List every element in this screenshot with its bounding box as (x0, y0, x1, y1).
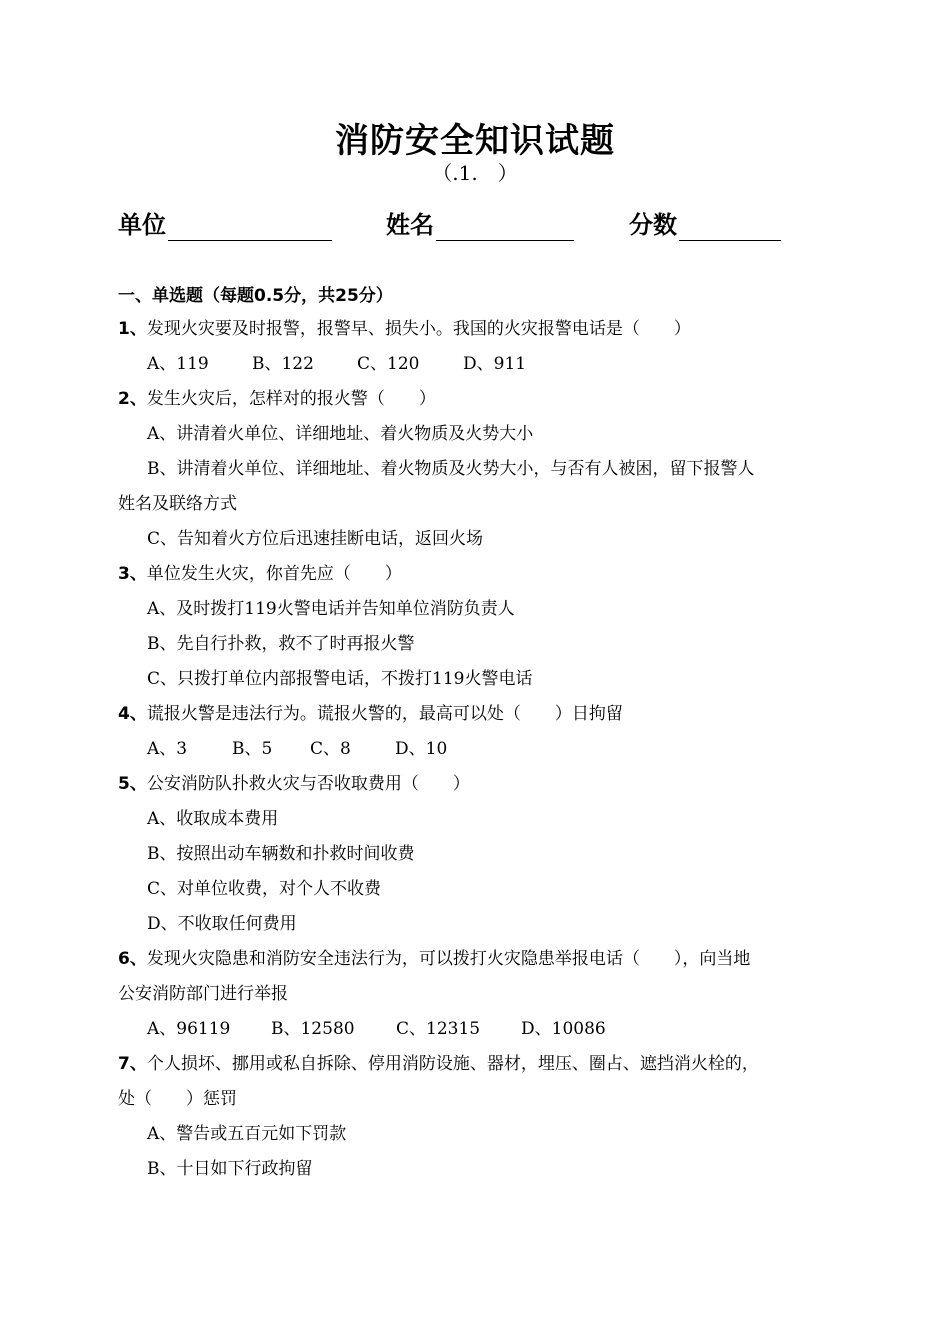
option-a: A、收取成本费用 (147, 809, 279, 829)
option-a: A、及时拨打119火警电话并告知单位消防负责人 (147, 599, 515, 619)
option-d: D、10086 (521, 1019, 606, 1039)
option-c: C、告知着火方位后迅速挂断电话，返回火场 (147, 529, 484, 549)
question-3 (118, 557, 848, 592)
question-number: 7、 (118, 1054, 147, 1074)
option-c: C、对单位收费，对个人不收费 (147, 879, 382, 899)
score-label: 分数 (629, 211, 677, 239)
question-text: 谎报火警是违法行为。谎报火警的，最高可以处（ ）日拘留 (146, 704, 623, 724)
question-number: 1、 (118, 319, 147, 339)
score-blank[interactable] (679, 208, 781, 241)
option-a: A、警告或五百元如下罚款 (147, 1124, 347, 1144)
question-7-continued: 处（ ）惩罚 (118, 1089, 237, 1109)
question-text: 发现火灾隐患和消防安全违法行为，可以拨打火灾隐患举报电话（ ），向当地 (146, 949, 751, 969)
page-subtitle: （.1. ） (432, 161, 518, 185)
question-number: 2、 (118, 389, 147, 409)
option-c: C、12315 (396, 1019, 481, 1039)
question-2 (118, 382, 848, 417)
option-b: B、十日如下行政拘留 (147, 1159, 313, 1179)
question-7 (118, 1047, 848, 1082)
name-label: 姓名 (386, 211, 434, 239)
option-b: B、讲清着火单位、详细地址、着火物质及火势大小，与否有人被困，留下报警人 (147, 459, 755, 479)
question-text: 发现火灾要及时报警，报警早、损失小。我国的火灾报警电话是（ ） (146, 319, 691, 339)
name-field[interactable] (386, 203, 574, 241)
option-b: B、先自行扑救，救不了时再报火警 (147, 634, 415, 654)
question-number: 4、 (118, 704, 147, 724)
unit-field[interactable] (118, 203, 332, 241)
option-b: B、5 (232, 739, 273, 759)
option-d: D、10 (395, 739, 448, 759)
unit-blank[interactable] (168, 208, 332, 241)
question-4-options (118, 732, 848, 767)
question-1 (118, 312, 848, 347)
section-title: 一、单选题（每题0.5分，共25分） (118, 286, 393, 306)
question-number: 6、 (118, 949, 147, 969)
question-5 (118, 767, 848, 802)
question-6-options (118, 1012, 848, 1047)
question-6 (118, 942, 848, 977)
option-a: A、3 (147, 739, 188, 759)
name-blank[interactable] (436, 208, 574, 241)
option-b-continued: 姓名及联络方式 (118, 494, 237, 514)
option-d: D、911 (463, 354, 527, 374)
score-field[interactable] (629, 203, 781, 241)
option-c: C、8 (310, 739, 351, 759)
question-text: 发生火灾后，怎样对的报火警（ ） (146, 389, 436, 409)
page-title: 消防安全知识试题 (335, 121, 615, 161)
option-a: A、96119 (147, 1019, 231, 1039)
option-a: A、119 (147, 354, 209, 374)
question-1-options (118, 347, 848, 382)
question-6-continued: 公安消防部门进行举报 (118, 984, 288, 1004)
option-b: B、12580 (271, 1019, 355, 1039)
header-fields (118, 203, 838, 243)
option-c: C、只拨打单位内部报警电话，不拨打119火警电话 (147, 669, 533, 689)
question-text: 公安消防队扑救火灾与否收取费用（ ） (146, 774, 470, 794)
option-b: B、按照出动车辆数和扑救时间收费 (147, 844, 415, 864)
option-d: D、不收取任何费用 (147, 914, 297, 934)
option-b: B、122 (252, 354, 314, 374)
question-number: 3、 (118, 564, 147, 584)
question-text: 个人损坏、挪用或私自拆除、停用消防设施、器材，埋压、圈占、遮挡消火栓的， (146, 1054, 759, 1074)
question-text: 单位发生火灾，你首先应（ ） (146, 564, 402, 584)
option-a: A、讲清着火单位、详细地址、着火物质及火势大小 (147, 424, 534, 444)
option-c: C、120 (357, 354, 420, 374)
question-number: 5、 (118, 774, 147, 794)
unit-label: 单位 (118, 211, 166, 239)
question-list (118, 312, 848, 1187)
question-4 (118, 697, 848, 732)
